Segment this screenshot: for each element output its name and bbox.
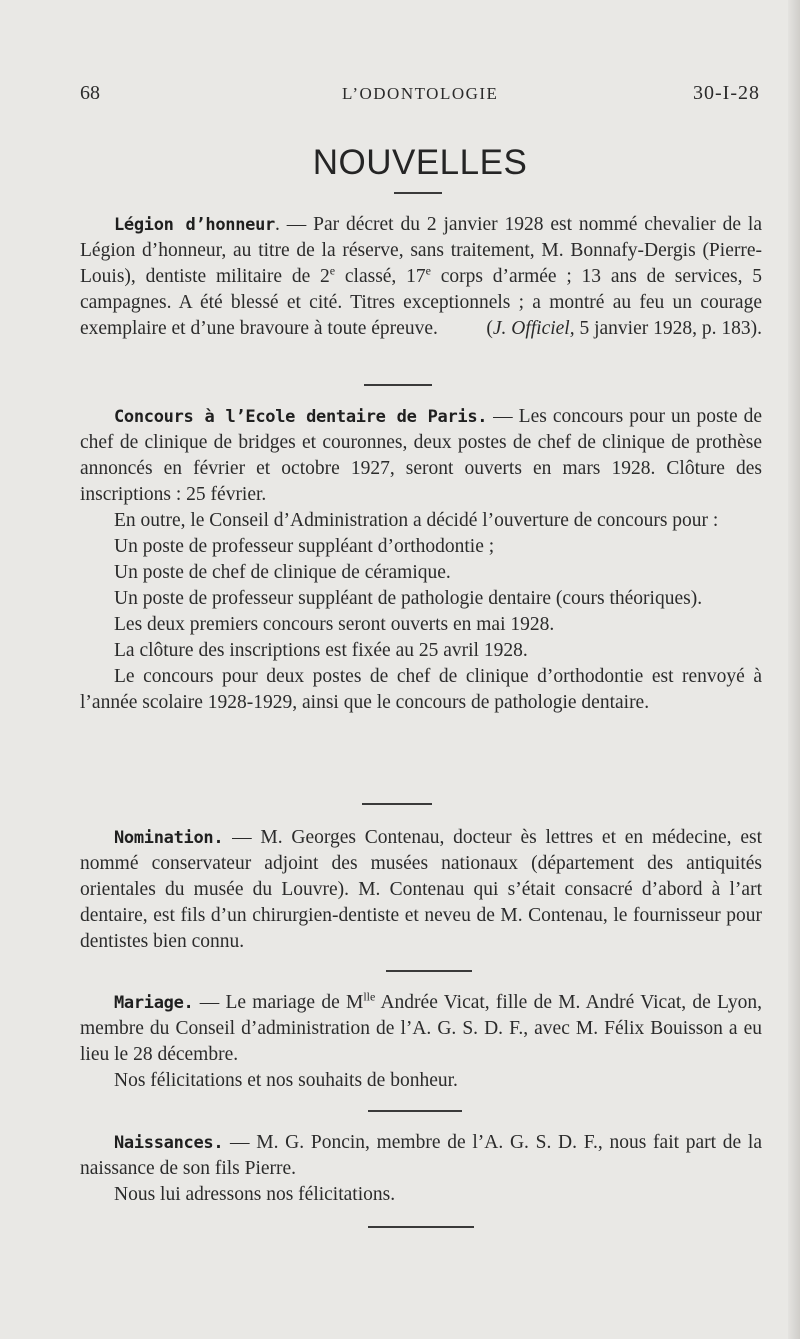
page-number: 68 [80, 82, 100, 104]
section-nomination [80, 825, 762, 955]
legion-text: . — Par décret du 2 janvier 1928 est nommé chevalier de la Légion d’honneur, au titre de la réserve, sans traitement, M. Bonnafy-Dergis (Pierre-Louis), dentiste militaire de 2 [80, 214, 762, 287]
mariage-text-b: Andrée Vicat, fille de M. André Vicat, de Lyon, membre du Conseil d’administration de l’A. G. S. D. F., avec M. Félix Bouisson a eu lieu le 28 décembre. [80, 992, 763, 1065]
concours-p5: Un poste de professeur suppléant de pathologie dentaire (cours théoriques). [114, 588, 703, 609]
legion-sup1: e [329, 263, 336, 278]
page-title: NOUVELLES [312, 143, 528, 182]
concours-p8: Le concours pour deux postes de chef de clinique d’orthodontie est renvoyé à l’année scolaire 1928-1929, ainsi que le concours de pathologie dentaire. [80, 666, 762, 713]
running-header [80, 82, 760, 108]
mariage-sup: lle [363, 989, 376, 1004]
section-rule-3 [386, 970, 472, 972]
section-rule-1 [364, 384, 432, 386]
section-legion [80, 212, 762, 342]
section-rule-2 [362, 803, 432, 805]
nomination-text: — M. Georges Contenau, docteur ès lettres et en médecine, est nommé conservateur adjoint des musées nationaux (département des antiquités orientales du musée du Louvre). M. Contenau qui s’était consacré d’abord à l’art dentaire, est fils d’un chirurgien-dentiste et neveu de M. Contenau, le fournisseur pour dentistes bien connu. [80, 827, 762, 952]
title-rule [394, 192, 442, 194]
concours-p4: Un poste de chef de clinique de céramique. [114, 562, 451, 583]
journal-title: L’ODONTOLOGIE [342, 84, 499, 103]
section-rule-5 [368, 1226, 474, 1228]
legion-ref-source: J. Officiel, [492, 318, 575, 339]
nomination-heading: Nomination. [114, 828, 224, 848]
concours-p7: La clôture des inscriptions est fixée au 25 avril 1928. [114, 640, 528, 661]
concours-p3: Un poste de professeur suppléant d’orthodontie ; [114, 536, 495, 557]
section-concours [80, 404, 762, 716]
legion-heading: Légion d’honneur [114, 215, 275, 235]
legion-ref-open: ( [486, 318, 493, 339]
section-mariage [80, 990, 762, 1094]
concours-heading: Concours à l’Ecole dentaire de Paris. [114, 407, 488, 427]
issue-date: 30-I-28 [693, 82, 760, 104]
legion-reference [452, 316, 762, 342]
mariage-heading: Mariage. [114, 993, 194, 1013]
concours-text: — Les concours pour un poste de chef de clinique de bridges et couronnes, deux postes de chef de clinique de prothèse annoncés en février et octobre 1927, seront ouverts en mars 1928. Clôture des inscriptions : 25 février. [80, 406, 762, 505]
legion-sup2: e [425, 263, 431, 278]
naissances-p2: Nous lui adressons nos félicitations. [114, 1184, 396, 1205]
section-naissances [80, 1130, 762, 1208]
page-edge [788, 0, 800, 1339]
concours-p6: Les deux premiers concours seront ouverts en mai 1928. [114, 614, 555, 635]
legion-mid: classé, 17 [335, 266, 426, 287]
mariage-text-a: — Le mariage de M [193, 992, 364, 1013]
legion-text2: corps d’armée ; 13 ans de services, 5 campagnes. A été blessé et cité. Titres exceptionnels ; a montré au feu un courage exemplaire et d’une bravoure à toute épreuve. [80, 266, 762, 339]
section-rule-4 [368, 1110, 462, 1112]
naissances-heading: Naissances. [114, 1133, 224, 1153]
concours-p2: En outre, le Conseil d’Administration a décidé l’ouverture de concours pour : [114, 510, 719, 531]
mariage-p2: Nos félicitations et nos souhaits de bonheur. [114, 1070, 458, 1091]
naissances-text: — M. G. Poncin, membre de l’A. G. S. D. F., nous fait part de la naissance de son fils Pierre. [80, 1132, 762, 1179]
legion-ref-rest: 5 janvier 1928, p. 183). [574, 318, 762, 339]
